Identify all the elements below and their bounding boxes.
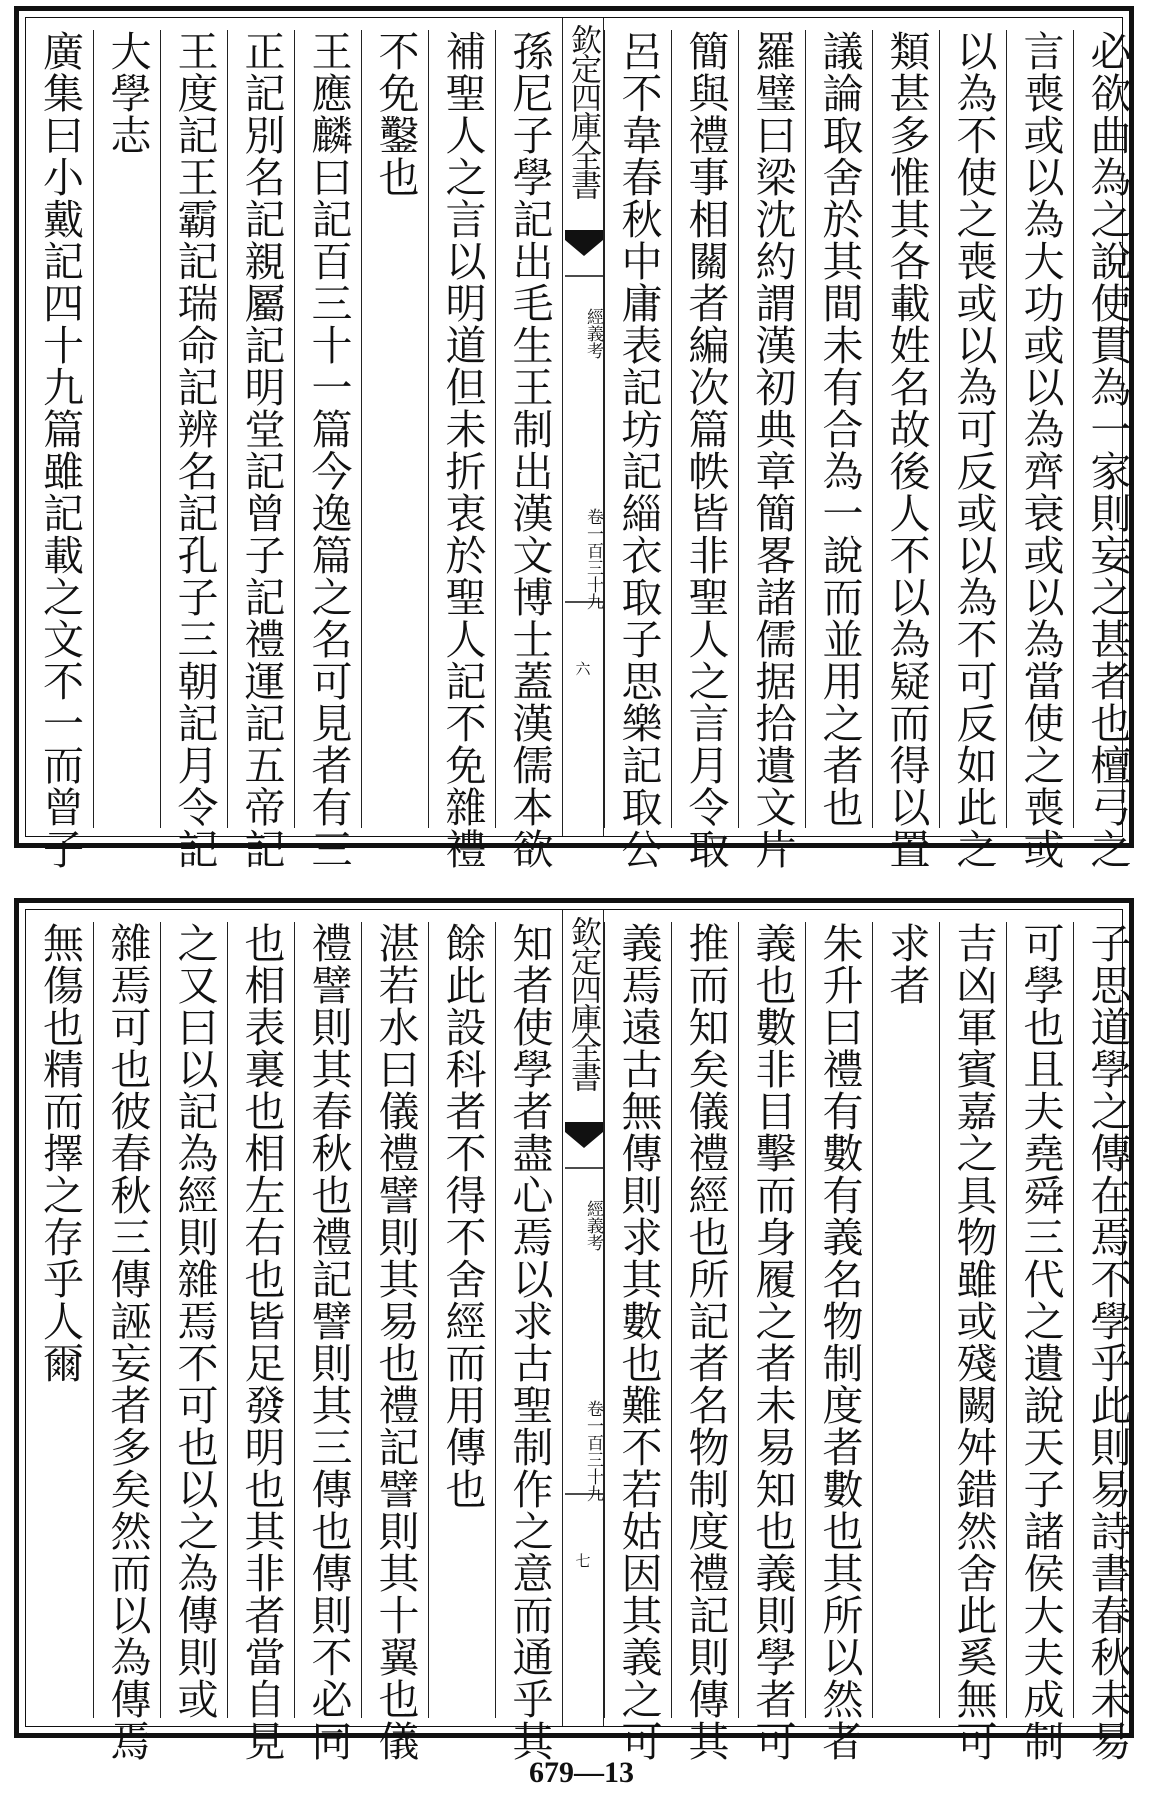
text-column: 吉凶軍賓嘉之具物雖或殘闕舛錯然舍此奚無可 [939, 922, 1006, 1718]
top-page [14, 6, 1134, 870]
text-column: 以為不使之喪或以為可反或以為不可反如此之 [939, 30, 1006, 828]
fish-tail-ornament-icon [565, 1492, 603, 1540]
text-column: 義焉遠古無傳則求其數也難不若姑因其義之可 [604, 922, 671, 1718]
fish-tail-ornament-icon [565, 600, 603, 648]
text-column: 大學志 [93, 30, 160, 828]
text-column: 孫尼子學記出毛生王制出漢文博士蓋漢儒本欲 [495, 30, 562, 828]
text-column: 之又曰以記為經則雜焉不可也以之為傳則或 [160, 922, 227, 1718]
text-column: 補聖人之言以明道但未折衷於聖人記不免雜禮 [428, 30, 495, 828]
book-subtitle [563, 1200, 603, 1600]
text-column: 類甚多惟其各載姓名故後人不以為疑而得以置 [872, 30, 939, 828]
book-name: 經義考 [583, 1200, 603, 1251]
text-column: 廣集曰小戴記四十九篇雖記載之文不一而曾子 [36, 30, 84, 870]
bottom-page [14, 898, 1134, 1762]
bottom-page-frame [25, 909, 1132, 1762]
text-column: 羅璧曰梁沈約謂漢初典章簡畧諸儒据拾遺文片 [738, 30, 805, 828]
text-column: 必欲曲為之說使貫為一家則妄之甚者也檀弓之 [1073, 30, 1140, 828]
book-subtitle [563, 308, 603, 708]
text-column: 推而知矣儀禮經也所記者名物制度禮記則傳其 [671, 922, 738, 1718]
text-column: 義也數非目擊而身履之者未易知也義則學者可 [738, 922, 805, 1718]
page-header-strip [562, 910, 604, 1726]
text-column: 知者使學者盡心焉以求古聖制作之意而通乎其 [495, 922, 562, 1718]
folio-number: 七 [575, 1552, 591, 1570]
text-column: 子思道學之傳在焉不學乎此則易詩書春秋未易 [1073, 922, 1140, 1718]
text-column: 議論取舍於其間未有合為一說而並用之者也 [805, 30, 872, 828]
volume-label: 卷一百三十九 [583, 1400, 603, 1502]
book-title: 欽定四庫全書 [565, 24, 601, 198]
page-number-footer: 679—13 [529, 1756, 634, 1789]
book-title: 欽定四庫全書 [565, 916, 601, 1090]
text-column: 正記別名記親屬記明堂記曾子記禮運記五帝記 [227, 30, 294, 828]
text-column: 不免鑿也 [361, 30, 428, 828]
text-column: 無傷也精而擇之存乎人爾 [36, 922, 84, 1384]
text-column: 求者 [872, 922, 939, 1718]
text-column: 呂不韋春秋中庸表記坊記緇衣取子思樂記取公 [604, 30, 671, 828]
fish-tail-ornament-icon [565, 230, 603, 278]
book-name: 經義考 [583, 308, 603, 359]
text-column: 王應麟曰記百三十一篇今逸篇之名可見者有三 [294, 30, 361, 828]
text-column: 簡與禮事相關者編次篇帙皆非聖人之言月令取 [671, 30, 738, 828]
text-column: 湛若水曰儀禮譬則其易也禮記譬則其十翼也儀 [361, 922, 428, 1718]
text-column: 餘此設科者不得不舍經而用傳也 [428, 922, 495, 1718]
text-column: 禮譬則其春秋也禮記譬則其三傳也傳則不必同 [294, 922, 361, 1718]
volume-label: 卷一百三十九 [583, 508, 603, 610]
folio-number: 六 [575, 660, 591, 678]
text-column: 也相表裏也相左右也皆足發明也其非者當自見 [227, 922, 294, 1718]
text-column: 雜焉可也彼春秋三傳誣妄者多矣然而以為傳焉 [93, 922, 160, 1718]
text-column: 可學也且夫堯舜三代之遺說天子諸侯大夫成制 [1006, 922, 1073, 1718]
text-column: 朱升曰禮有數有義名物制度者數也其所以然者 [805, 922, 872, 1718]
page-header-strip [562, 18, 604, 836]
text-column: 王度記王霸記瑞命記辨名記孔子三朝記月令記 [160, 30, 227, 828]
top-page-frame [25, 17, 1132, 870]
fish-tail-ornament-icon [565, 1122, 603, 1170]
text-column: 言喪或以為大功或以為齊衰或以為當使之喪或 [1006, 30, 1073, 828]
